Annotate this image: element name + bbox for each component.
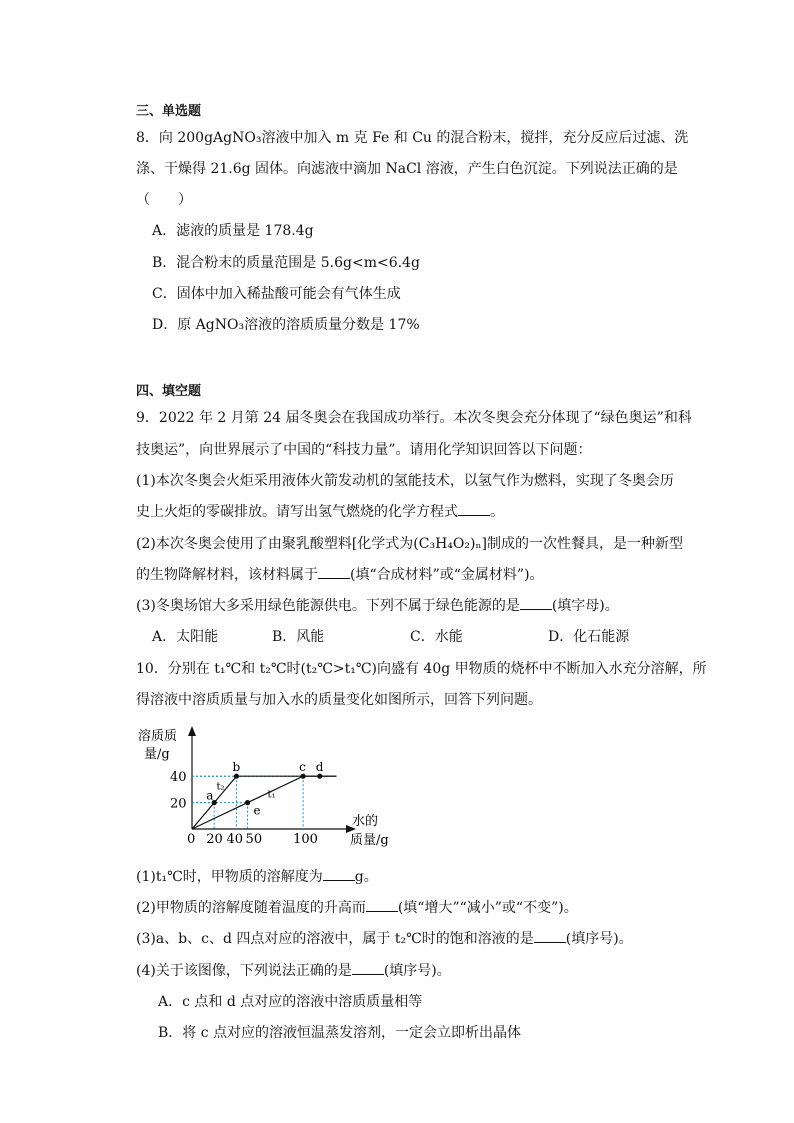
x-axis-label-line-1: 水的 bbox=[352, 814, 379, 829]
question-10-part-3-text: (3)a、b、c、d 四点对应的溶液中，属于 t₂℃时的饱和溶液的是 bbox=[136, 931, 534, 947]
question-9-part-3 bbox=[136, 596, 619, 616]
question-9-part-1-line-1: (1)本次冬奥会火炬采用液体火箭发动机的氢能技术，以氢气作为燃料，实现了冬奥会历 bbox=[136, 473, 674, 489]
question-8-line-1: 8．向 200gAgNO₃溶液中加入 m 克 Fe 和 Cu 的混合粉末，搅拌，充分反应后过滤、洗 bbox=[136, 130, 689, 146]
question-10-option-b: B．将 c 点对应的溶液恒温蒸发溶剂，一定会立即析出晶体 bbox=[158, 1025, 522, 1041]
question-8-option-c: C．固体中加入稀盐酸可能会有气体生成 bbox=[152, 286, 401, 302]
answer-blank[interactable] bbox=[520, 597, 552, 610]
choice-c: C．水能 bbox=[410, 629, 463, 645]
question-10-line-1: 10．分别在 t₁℃和 t₂℃时(t₂℃>t₁℃)向盛有 40g 甲物质的烧杯中不断加入水充分溶解，所 bbox=[136, 661, 707, 677]
x-axis-label-line-2: 质量/g bbox=[350, 833, 389, 848]
question-10-part-2-end: (填“增大”“减小”或“不变”)。 bbox=[397, 900, 578, 916]
choice-a: A．太阳能 bbox=[152, 629, 219, 645]
answer-blank[interactable] bbox=[366, 899, 398, 912]
y-axis-label-line-2: 量/g bbox=[144, 747, 170, 762]
question-10-part-4-text: (4)关于该图像，下列说法正确的是 bbox=[136, 963, 352, 979]
data-point-e bbox=[245, 800, 250, 805]
y-tick-label-40: 40 bbox=[170, 770, 187, 786]
question-8-line-2: 涤、干燥得 21.6g 固体。向滤液中滴加 NaCl 溶液，产生白色沉淀。下列说法正确的是 bbox=[136, 161, 678, 177]
origin-label: 0 bbox=[187, 832, 196, 847]
y-axis-arrow bbox=[188, 726, 196, 736]
question-9-part-1-line-2 bbox=[136, 502, 504, 522]
question-10-line-2: 得溶液中溶质质量与加入水的质量变化如图所示，回答下列问题。 bbox=[136, 692, 542, 708]
section-header-fill-blank: 四、填空题 bbox=[136, 384, 202, 399]
answer-blank[interactable] bbox=[534, 930, 566, 943]
question-9-part-2-line-2 bbox=[136, 565, 544, 585]
point-label-c: c bbox=[299, 760, 306, 775]
question-10-part-1 bbox=[136, 867, 378, 887]
question-9-part-2-end: (填“合成材料”或“金属材料”)。 bbox=[350, 567, 544, 583]
data-point-d bbox=[317, 774, 322, 779]
question-8-option-a: A．滤液的质量是 178.4g bbox=[152, 223, 314, 239]
question-9-part-3-text: (3)冬奥场馆大多采用绿色能源供电。下列不属于绿色能源的是 bbox=[136, 598, 520, 614]
data-point-c bbox=[301, 774, 306, 779]
question-9-part-2-line-1: (2)本次冬奥会使用了由聚乳酸塑料[化学式为(C₃H₄O₂)ₙ]制成的一次性餐具，是一种新型 bbox=[136, 536, 683, 552]
answer-blank[interactable] bbox=[323, 868, 355, 881]
question-10-part-4-end: (填序号)。 bbox=[383, 963, 451, 979]
question-9-part-2-text: 的生物降解材料，该材料属于 bbox=[136, 567, 318, 583]
point-label-b: b bbox=[232, 760, 241, 775]
choice-b: B．风能 bbox=[272, 629, 325, 645]
question-9-part-1-end: 。 bbox=[490, 504, 504, 520]
answer-blank[interactable] bbox=[352, 962, 384, 975]
section-header-single-choice: 三、单选题 bbox=[136, 104, 202, 119]
question-8-option-d: D．原 AgNO₃溶液的溶质质量分数是 17% bbox=[152, 317, 420, 333]
point-label-d: d bbox=[315, 760, 324, 775]
question-9-choices bbox=[152, 626, 672, 648]
series-label-t2: t₂ bbox=[216, 781, 225, 793]
x-tick-label-100: 100 bbox=[293, 832, 318, 847]
question-10-option-a: A．c 点和 d 点对应的溶液中溶质质量相等 bbox=[158, 994, 423, 1010]
question-9-part-3-end: (填字母)。 bbox=[551, 598, 619, 614]
question-10-part-1-end: g。 bbox=[354, 869, 378, 885]
answer-blank[interactable] bbox=[458, 503, 490, 516]
series-label-t1: t₁ bbox=[267, 789, 276, 801]
question-9-line-1: 9．2022 年 2 月第 24 届冬奥会在我国成功举行。本次冬奥会充分体现了“绿色奥运”和科 bbox=[136, 410, 692, 426]
question-8-line-3: （ ） bbox=[136, 192, 192, 208]
question-10-part-3-end: (填序号)。 bbox=[565, 931, 633, 947]
solubility-chart bbox=[130, 722, 400, 857]
question-10-part-2 bbox=[136, 898, 578, 918]
point-label-e: e bbox=[253, 803, 261, 818]
x-tick-label-50: 50 bbox=[245, 832, 263, 847]
question-9-line-2: 技奥运”，向世界展示了中国的“科技力量”。请用化学知识回答以下问题： bbox=[136, 442, 592, 458]
question-10-part-2-text: (2)甲物质的溶解度随着温度的升高而 bbox=[136, 900, 366, 916]
question-10-part-4 bbox=[136, 961, 451, 981]
question-9-part-1-text: 史上火炬的零碳排放。请写出氢气燃烧的化学方程式 bbox=[136, 504, 458, 520]
y-tick-label-20: 20 bbox=[170, 796, 187, 812]
y-axis-label-line-1: 溶质质 bbox=[138, 729, 178, 744]
question-10-part-1-text: (1)t₁℃时，甲物质的溶解度为 bbox=[136, 869, 323, 885]
question-8-option-b: B．混合粉末的质量范围是 5.6g<m<6.4g bbox=[152, 255, 420, 271]
x-tick-label-20: 20 bbox=[206, 832, 223, 847]
x-tick-label-40: 40 bbox=[226, 832, 243, 847]
data-point-b bbox=[234, 774, 239, 779]
point-label-a: a bbox=[206, 788, 214, 803]
choice-d: D．化石能源 bbox=[548, 629, 630, 645]
question-10-part-3 bbox=[136, 929, 633, 949]
answer-blank[interactable] bbox=[318, 566, 350, 579]
